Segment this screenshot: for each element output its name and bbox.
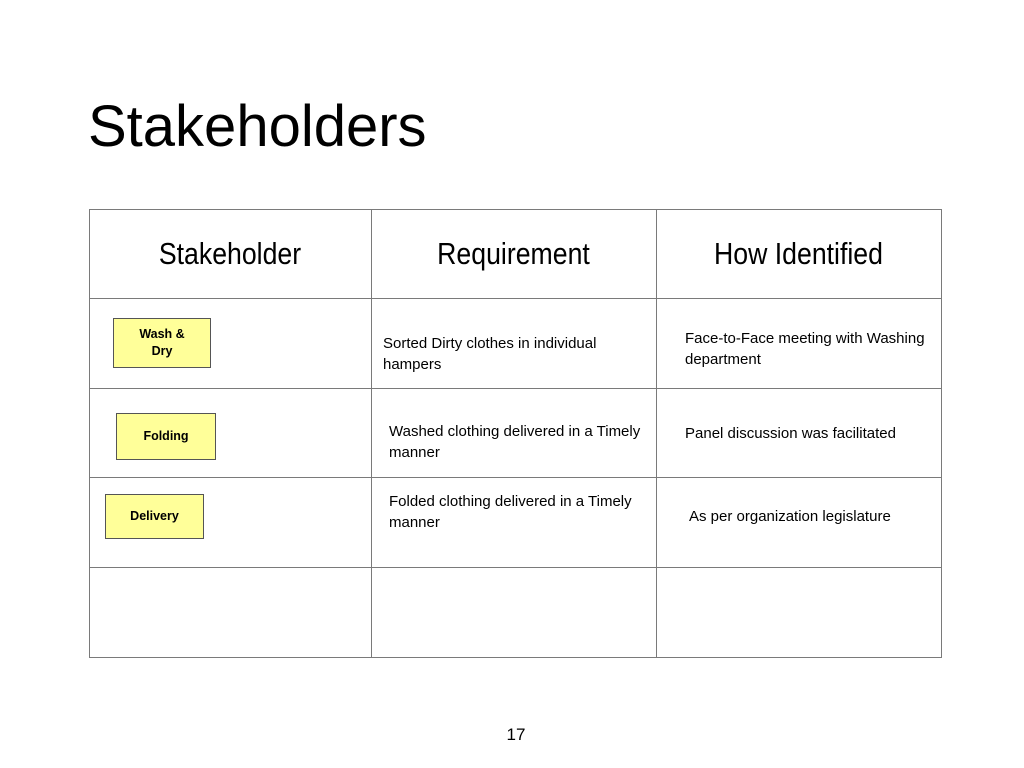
column-header-stakeholder: Stakeholder: [158, 236, 302, 271]
stakeholder-badge-wash-dry: Wash & Dry: [113, 318, 211, 368]
requirement-cell: Folded clothing delivered in a Timely manner: [389, 493, 632, 531]
stakeholder-badge-delivery: Delivery: [105, 494, 204, 539]
table-border-bottom: [89, 657, 942, 658]
table-divider: [89, 477, 942, 478]
stakeholder-table: [89, 209, 942, 657]
column-header-requirement: Requirement: [437, 236, 590, 271]
table-column-divider: [371, 209, 372, 658]
table-border-right: [941, 209, 942, 658]
how-identified-cell: Face-to-Face meeting with Washing department: [685, 330, 925, 368]
requirement-cell: Sorted Dirty clothes in individual hampers: [383, 335, 597, 373]
table-divider: [89, 567, 942, 568]
table-border-left: [89, 209, 90, 658]
slide-title: Stakeholders: [88, 94, 427, 159]
table-divider: [89, 388, 942, 389]
page-number: 17: [506, 725, 526, 744]
how-identified-cell: As per organization legislature: [689, 508, 891, 525]
requirement-cell: Washed clothing delivered in a Timely manner: [389, 423, 641, 461]
column-header-how-identified: How Identified: [714, 236, 883, 271]
how-identified-cell: Panel discussion was facilitated: [685, 425, 896, 442]
table-column-divider: [656, 209, 657, 658]
stakeholder-badge-folding: Folding: [116, 413, 216, 460]
